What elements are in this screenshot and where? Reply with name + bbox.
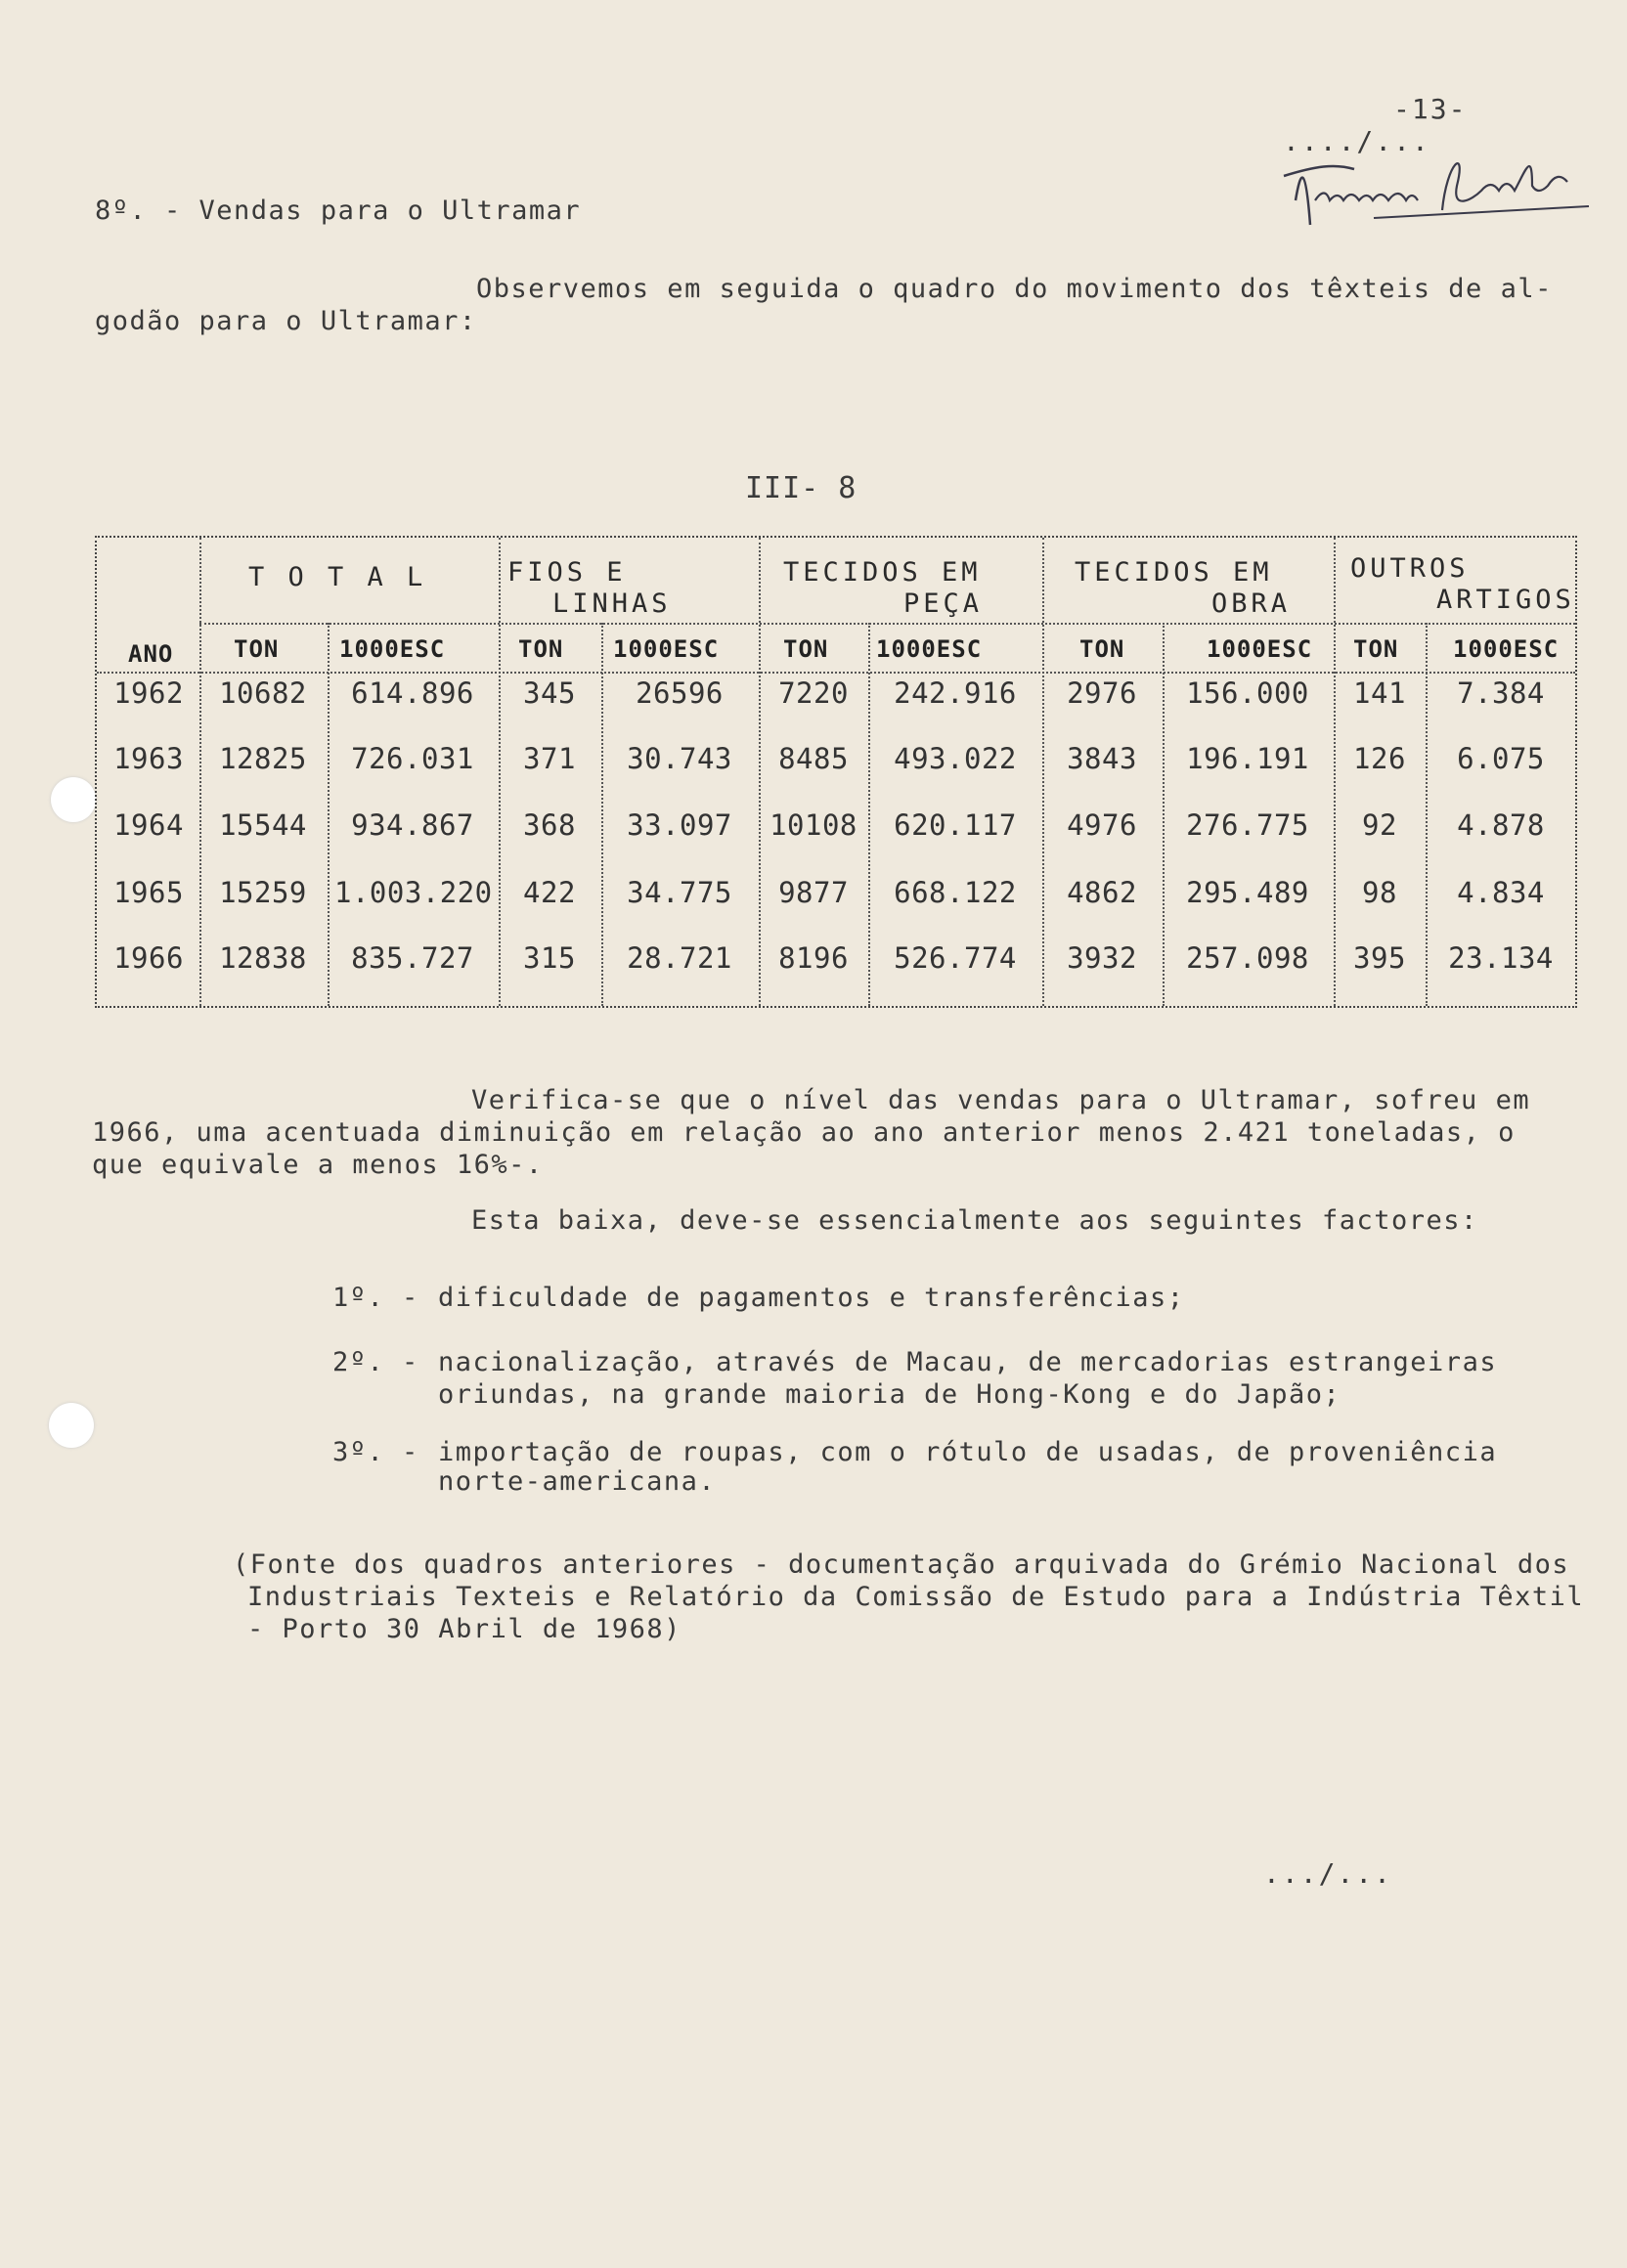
factor-text: dificuldade de pagamentos e transferências; [438, 1283, 1185, 1313]
table-cell: 242.916 [894, 676, 1017, 710]
table-cell: 315 [523, 941, 576, 975]
table-cell: 4862 [1067, 876, 1137, 909]
page-number: -13- [1393, 93, 1468, 125]
sub-header: 1000ESC [876, 635, 983, 663]
table-cell: 295.489 [1186, 876, 1309, 909]
table-cell: 345 [523, 676, 576, 710]
group-header-outros: OUTROS [1350, 553, 1470, 584]
table-cell: 668.122 [894, 876, 1017, 909]
intro-text-line: Observemos em seguida o quadro do movimento dos têxteis de al- [476, 274, 1553, 304]
source-note-line: - Porto 30 Abril de 1968) [247, 1614, 682, 1644]
table-cell: 835.727 [351, 941, 474, 975]
sub-header: 1000ESC [1453, 635, 1560, 663]
table-cell: 934.867 [351, 808, 474, 842]
data-table [95, 536, 1577, 1008]
table-cell-year: 1964 [113, 808, 184, 842]
continuation-mark-bottom: .../... [1263, 1857, 1393, 1890]
table-cell: 620.117 [894, 808, 1017, 842]
group-header-total: T O T A L [248, 562, 427, 592]
table-cell: 28.721 [627, 941, 732, 975]
factor-text: oriundas, na grande maioria de Hong-Kong e do Japão; [438, 1379, 1341, 1410]
group-header-fios-line2: LINHAS [552, 589, 672, 619]
table-cell: 33.097 [627, 808, 732, 842]
source-note-line: Industriais Texteis e Relatório da Comissão de Estudo para a Indústria Têxtil [247, 1582, 1585, 1612]
table-cell: 368 [523, 808, 576, 842]
sub-header: 1000ESC [339, 635, 446, 663]
table-cell: 126 [1353, 742, 1406, 775]
table-cell: 15259 [219, 876, 307, 909]
table-cell: 4.878 [1457, 808, 1545, 842]
factor-text: norte-americana. [438, 1466, 717, 1497]
body-text-line: que equivale a menos 16%-. [92, 1150, 544, 1180]
table-cell: 8485 [778, 742, 849, 775]
body-text-line: 1966, uma acentuada diminuição em relação ao ano anterior menos 2.421 toneladas, o [92, 1117, 1516, 1148]
table-cell: 9877 [778, 876, 849, 909]
table-cell-year: 1963 [113, 742, 184, 775]
table-cell: 196.191 [1186, 742, 1309, 775]
table-cell-year: 1962 [113, 676, 184, 710]
table-cell: 371 [523, 742, 576, 775]
group-header-tecidos-obra-line2: OBRA [1211, 589, 1292, 619]
sub-header: TON [783, 635, 829, 663]
table-cell: 10108 [770, 808, 857, 842]
sub-header: TON [518, 635, 564, 663]
factor-text: importação de roupas, com o rótulo de usadas, de proveniência [438, 1437, 1498, 1467]
section-title: 8º. - Vendas para o Ultramar [95, 196, 582, 226]
signature-icon [1276, 142, 1599, 235]
table-cell: 8196 [778, 941, 849, 975]
body-text-line: Esta baixa, deve-se essencialmente aos seguintes factores: [471, 1205, 1478, 1236]
sub-header: TON [234, 635, 280, 663]
table-cell: 493.022 [894, 742, 1017, 775]
table-cell: 156.000 [1186, 676, 1309, 710]
group-header-tecidos-obra: TECIDOS EM [1075, 557, 1273, 588]
table-cell: 12825 [219, 742, 307, 775]
table-cell: 7.384 [1457, 676, 1545, 710]
group-header-tecidos-peca-line2: PEÇA [903, 589, 984, 619]
table-cell: 6.075 [1457, 742, 1545, 775]
group-header-fios: FIOS E [507, 557, 627, 588]
table-cell: 92 [1362, 808, 1397, 842]
year-header: ANO [128, 640, 174, 668]
table-cell: 2976 [1067, 676, 1137, 710]
table-cell: 395 [1353, 941, 1406, 975]
table-cell: 3932 [1067, 941, 1137, 975]
factor-number: 2º. - [332, 1347, 419, 1377]
table-cell: 141 [1353, 676, 1406, 710]
table-cell: 10682 [219, 676, 307, 710]
table-cell: 726.031 [351, 742, 474, 775]
factor-text: nacionalização, através de Macau, de mercadorias estrangeiras [438, 1347, 1498, 1377]
sub-header: TON [1353, 635, 1399, 663]
sub-header: 1000ESC [1207, 635, 1313, 663]
table-cell: 1.003.220 [334, 876, 493, 909]
table-cell: 15544 [219, 808, 307, 842]
continuation-mark-top: ..../... [1283, 125, 1430, 157]
table-cell-year: 1966 [113, 941, 184, 975]
table-cell: 614.896 [351, 676, 474, 710]
table-cell: 422 [523, 876, 576, 909]
sub-header: 1000ESC [613, 635, 720, 663]
table-cell: 4976 [1067, 808, 1137, 842]
table-cell: 30.743 [627, 742, 732, 775]
source-note-line: (Fonte dos quadros anteriores - documentação arquivada do Grémio Nacional dos [233, 1549, 1570, 1580]
group-header-outros-line2: ARTIGOS [1436, 585, 1575, 615]
table-cell: 12838 [219, 941, 307, 975]
table-cell: 98 [1362, 876, 1397, 909]
punch-hole [49, 1403, 94, 1448]
table-cell: 3843 [1067, 742, 1137, 775]
factor-number: 3º. - [332, 1437, 419, 1467]
table-cell-year: 1965 [113, 876, 184, 909]
table-cell: 7220 [778, 676, 849, 710]
table-cell: 4.834 [1457, 876, 1545, 909]
table-cell: 26596 [636, 676, 724, 710]
table-cell: 34.775 [627, 876, 732, 909]
table-cell: 23.134 [1448, 941, 1554, 975]
body-text-line: Verifica-se que o nível das vendas para o Ultramar, sofreu em [471, 1085, 1531, 1115]
sub-header: TON [1079, 635, 1125, 663]
table-cell: 276.775 [1186, 808, 1309, 842]
table-cell: 257.098 [1186, 941, 1309, 975]
intro-text-line: godão para o Ultramar: [95, 306, 477, 336]
group-header-tecidos-peca: TECIDOS EM [783, 557, 982, 588]
table-cell: 526.774 [894, 941, 1017, 975]
table-label: III- 8 [745, 471, 857, 505]
factor-number: 1º. - [332, 1283, 419, 1313]
